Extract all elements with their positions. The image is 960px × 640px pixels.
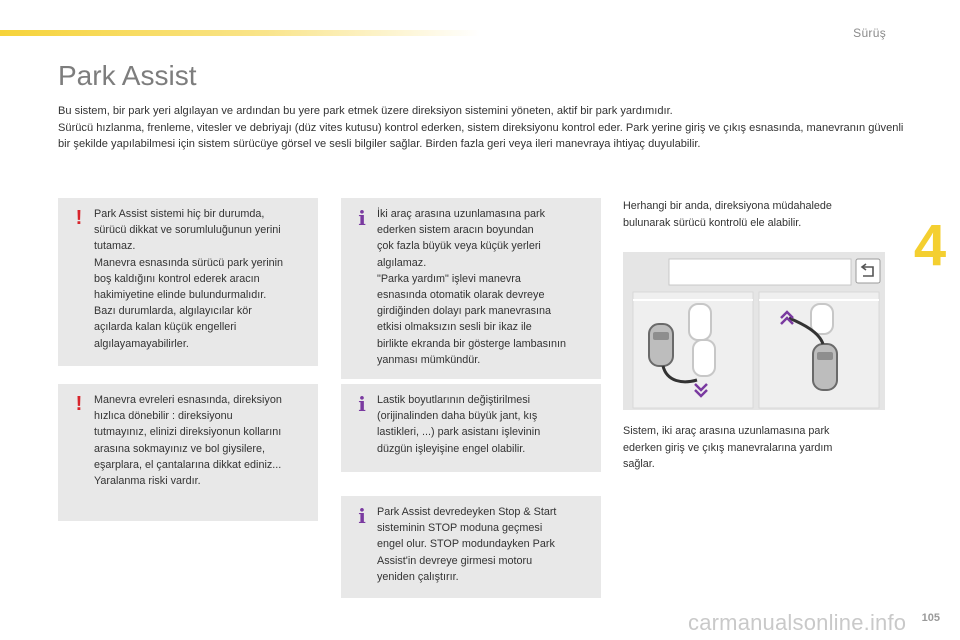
warning-box-1 <box>58 198 318 366</box>
page-title: Park Assist <box>58 60 197 91</box>
info-text-3: Park Assist devredeyken Stop & Start sisteminin STOP moduna geçmesi engel olur. STOP modundayken Park Assist'in devreye girmesi motoru yeniden çalıştırır. <box>377 506 557 583</box>
park-assist-icon <box>856 259 880 283</box>
illustration-caption: Sistem, iki araç arasına uzunlamasına park ederken giriş ve çıkış manevralarına yardım sağlar. <box>623 425 833 470</box>
watermark: carmanualsonline.info <box>688 610 907 635</box>
info-box-2 <box>341 384 601 472</box>
warning-text-2: Manevra evreleri esnasında, direksiyon hızlıca dönebilir : direksiyonu tutmayınız, elinizi direksiyonun kollarını arasına sokmayınız ve bol giysilere, eşarplara, el çantalarına dikkat ediniz... Yaralanma riski vardır. <box>94 394 282 488</box>
section-label: Sürüş <box>853 26 886 40</box>
warning-icon: ! <box>75 207 83 229</box>
intro-paragraph-2: Sürücü hızlanma, frenleme, vitesler ve debriyajı (düz vites kutusu) kontrol ederken, sistem direksiyonu kontrol eder. Park yerine giriş ve çıkış esnasında, manevranın güvenli bir şekilde yapılabilmesi için sistem sürücüye görsel ve sesli bilgiler sağlar. Birden fazla geri veya ileri manevraya ihtiyaç duyulabilir. <box>58 121 904 150</box>
chapter-number: 4 <box>913 213 947 278</box>
info-icon: i <box>358 504 366 528</box>
info-text-1: İki araç arasına uzunlamasına park ederken sistem aracın boyundan çok fazla büyük veya küçük yerleri algılamaz. "Parka yardım" işlevi manevra esnasında otomatik olarak devreye girdiğinden dolayı park manevrasına etkisi olmaksızın sesli bir ikaz ile birlikte ekranda bir gösterge lambasının yanması mümkündür. <box>377 208 567 366</box>
override-note: Herhangi bir anda, direksiyona müdahalede bulunarak sürücü kontrolü ele alabilir. <box>623 200 832 229</box>
header-accent-bar <box>0 30 480 36</box>
intro-text <box>58 103 908 153</box>
intro-paragraph-1: Bu sistem, bir park yeri algılayan ve ardından bu yere park etmek üzere direksiyon sistemini yöneten, aktif bir park yardımıdır. <box>58 105 673 117</box>
page-number: 105 <box>921 612 940 624</box>
warning-box-2 <box>58 384 318 521</box>
info-box-3 <box>341 496 601 598</box>
warning-text-1: Park Assist sistemi hiç bir durumda, sürücü dikkat ve sorumluluğunun yerini tutamaz. Manevra esnasında sürücü park yerinin boş kaldığını kontrol ederek aracın hakimiyetine elinde bulundurmalıdır. Bazı durumlarda, algılayıcılar kör açılarda kalan küçük engelleri algılayamayabilirler. <box>94 208 284 350</box>
park-assist-illustration <box>623 252 885 410</box>
info-text-2: Lastik boyutlarının değiştirilmesi (orijinalinden daha büyük jant, kış lastikleri, ...) park asistanı işlevinin düzgün işleyişine engel olabilir. <box>377 394 541 455</box>
info-icon: i <box>358 206 366 230</box>
info-box-1 <box>341 198 601 379</box>
warning-icon: ! <box>75 393 83 415</box>
info-icon: i <box>358 392 366 416</box>
